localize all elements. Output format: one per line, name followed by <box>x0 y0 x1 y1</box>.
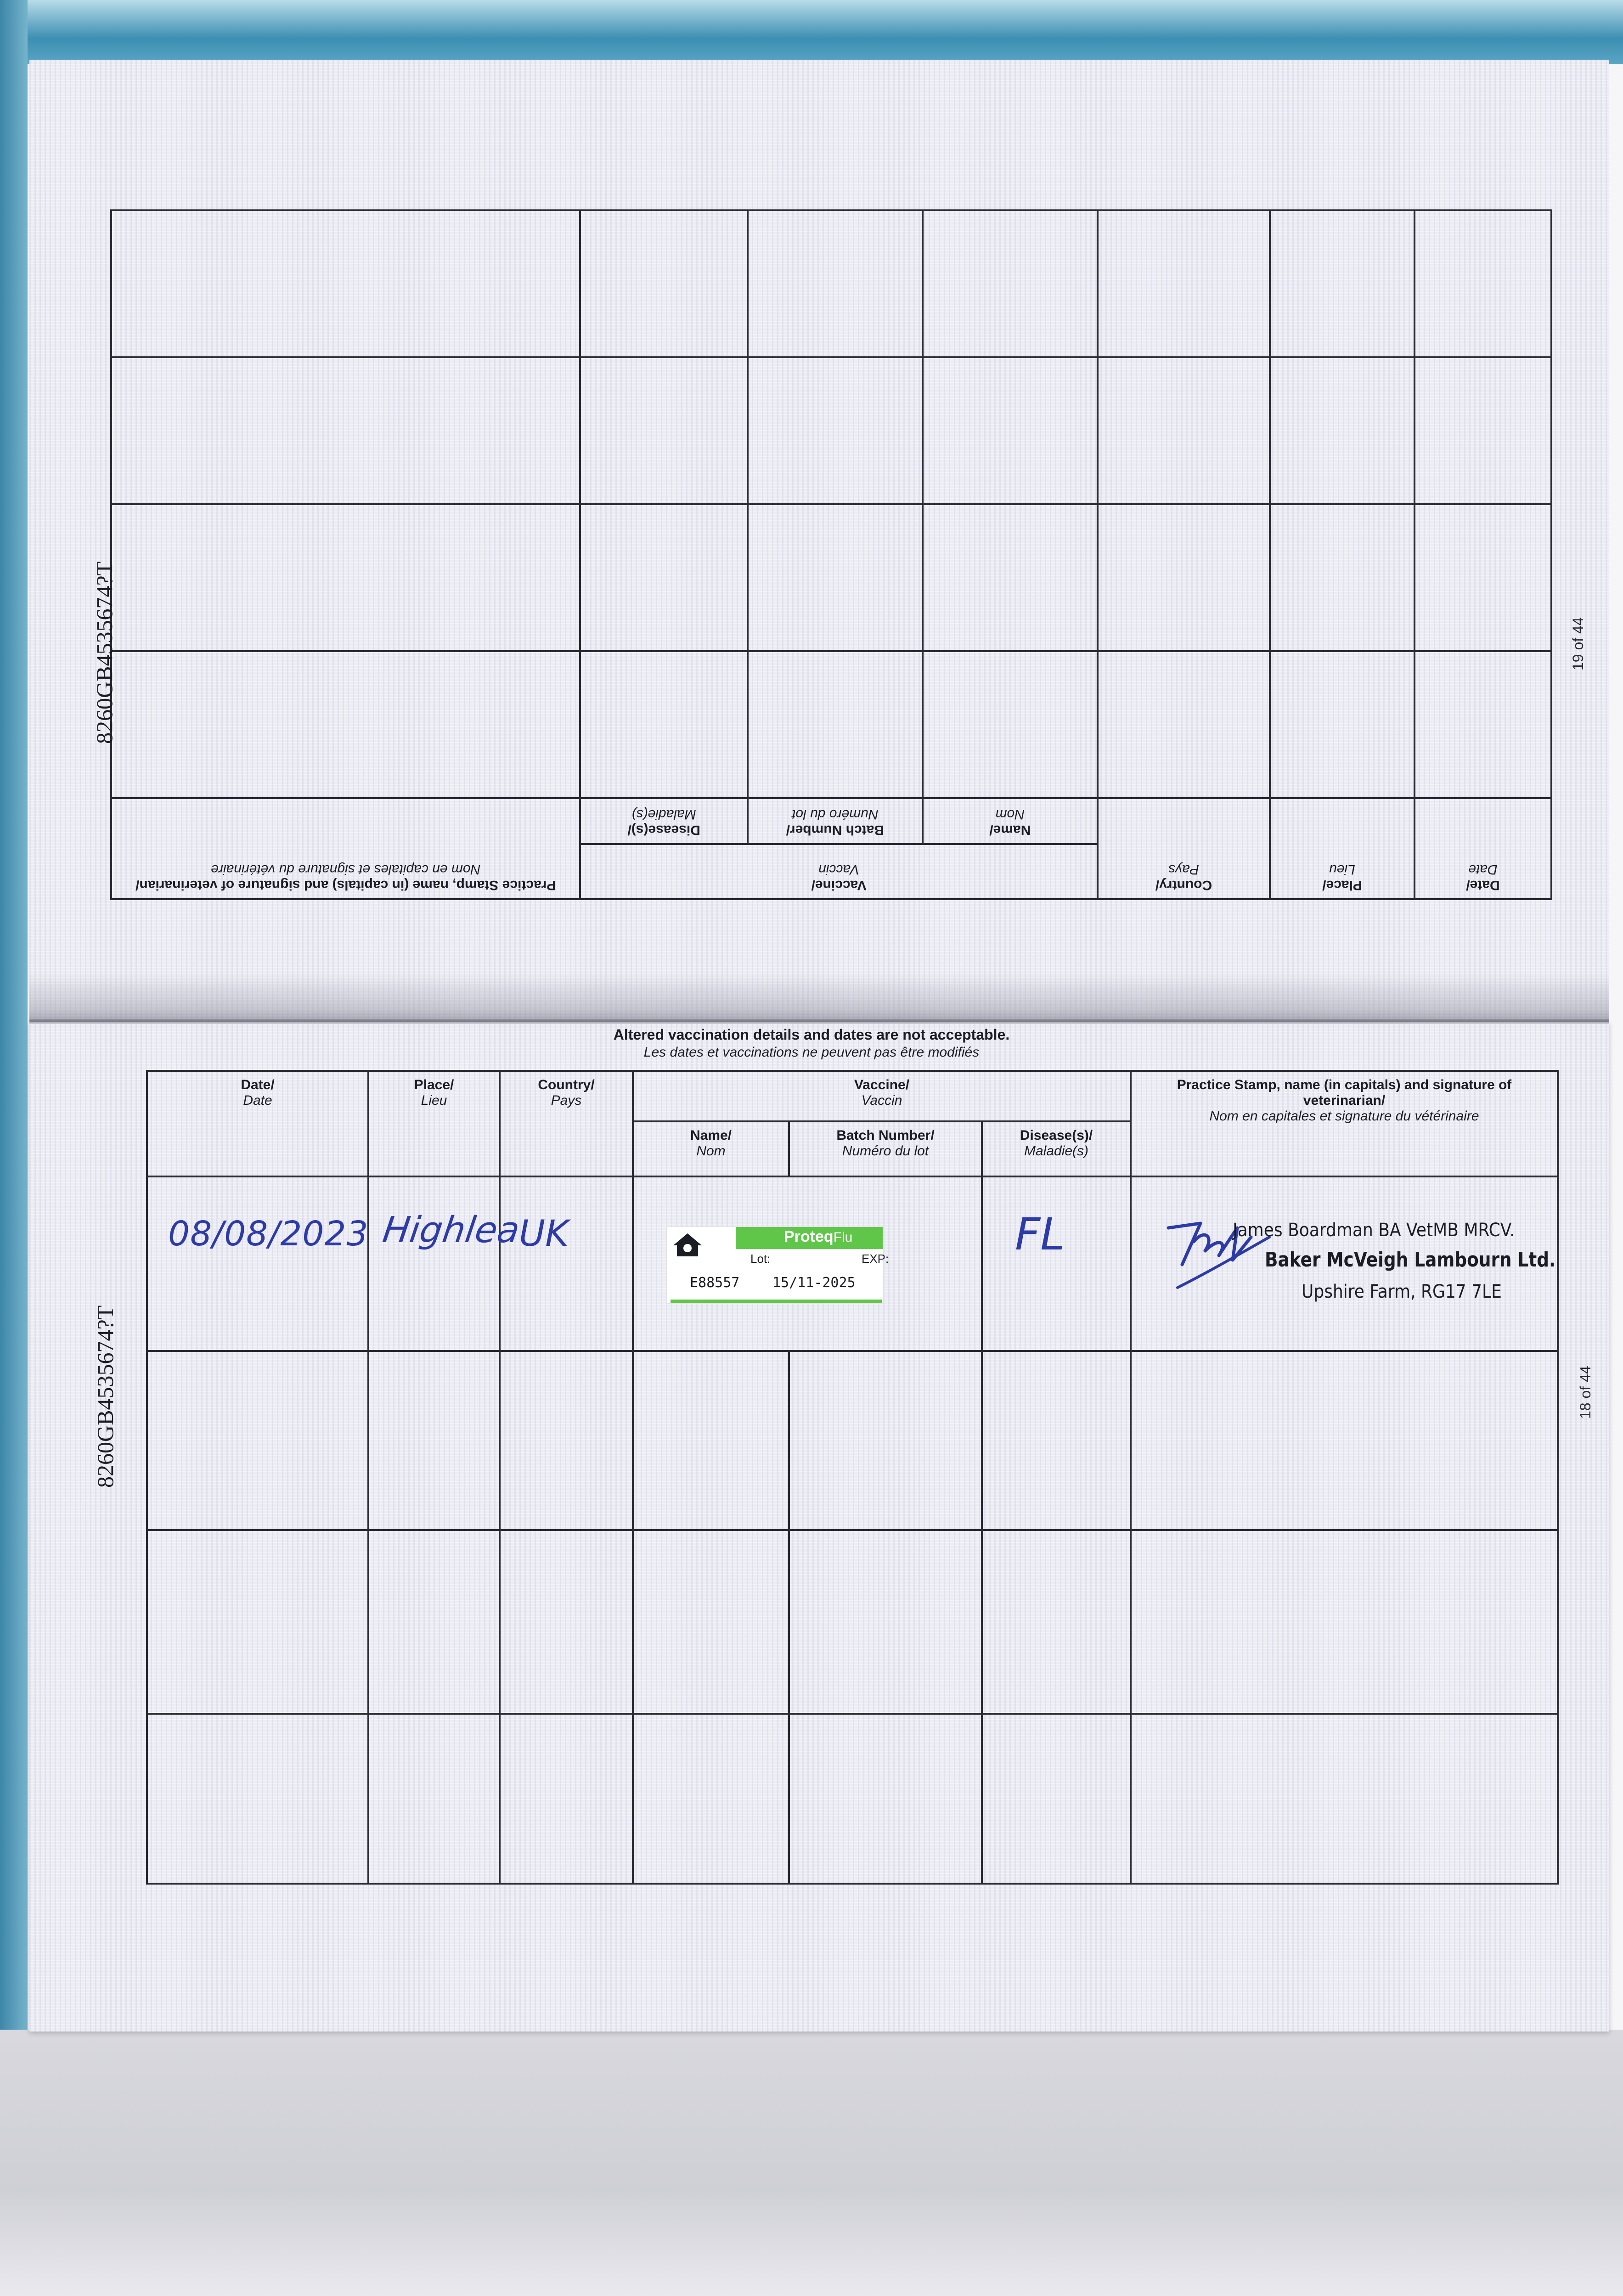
handwritten-place: Highlea <box>380 1210 523 1251</box>
passport-id-page-19: 8260GB4535674?T <box>91 561 117 744</box>
table-row <box>111 504 1551 651</box>
header-country: Country/ Pays <box>500 1071 633 1176</box>
vaccination-table-page-19 <box>110 209 1552 900</box>
header-country: Country/ Pays <box>1098 798 1270 899</box>
header-stamp: Practice Stamp, name (in capitals) and signature of veterinarian/ Nom en capitales et signature du vétérinaire <box>111 798 580 899</box>
mirrored-vaccination-table <box>110 78 1552 900</box>
sticker-exp-label: EXP: <box>862 1252 889 1266</box>
sticker-batch-number: E88557 <box>690 1275 740 1291</box>
sticker-accent-bar <box>671 1300 882 1303</box>
handwritten-country: UK <box>519 1213 569 1255</box>
table-row <box>147 1714 1558 1884</box>
header-place: Place/ Lieu <box>368 1071 500 1176</box>
table-row <box>111 210 1551 357</box>
vaccination-entry-row <box>147 1176 1558 1351</box>
handwritten-disease: FL <box>1015 1209 1065 1260</box>
header-disease: Disease(s)/ Maladie(s) <box>580 798 747 844</box>
sticker-expiry-date: 15/11-2025 <box>772 1275 856 1291</box>
header-date: Date/ Date <box>1414 798 1551 899</box>
header-name: Name/ Nom <box>633 1121 789 1176</box>
scanner-border-left <box>0 0 28 2034</box>
book-spine-shadow <box>29 974 1609 1024</box>
entry-stamp-cell <box>1131 1176 1558 1351</box>
sticker-brand-band <box>736 1227 883 1249</box>
entry-date-cell <box>147 1176 368 1351</box>
table-row <box>111 357 1551 504</box>
house-logo-icon <box>671 1231 704 1258</box>
entry-country-cell <box>500 1176 633 1351</box>
header-stamp: Practice Stamp, name (in capitals) and signature of veterinarian/ Nom en capitales et signature du vétérinaire <box>1131 1071 1558 1176</box>
scanner-background <box>0 2030 1623 2296</box>
sticker-lot-label: Lot: <box>750 1252 771 1266</box>
header-vaccine: Vaccine/ Vaccin <box>633 1071 1131 1121</box>
sticker-brand-name: Proteq <box>784 1228 834 1245</box>
header-disease: Disease(s)/ Maladie(s) <box>982 1121 1131 1176</box>
header-batch: Batch Number/ Numéro du lot <box>748 798 923 844</box>
passport-id-page-18: 8260GB4535674?T <box>92 1305 118 1488</box>
table-row <box>147 1351 1558 1530</box>
notice-english: Altered vaccination details and dates are not acceptable. <box>613 1026 1010 1043</box>
page-number-19: 19 of 44 <box>1570 617 1586 670</box>
vet-practice-stamp <box>1150 1210 1554 1329</box>
handwritten-date: 08/08/2023 <box>168 1214 369 1254</box>
header-place: Place/ Lieu <box>1270 798 1414 899</box>
sticker-brand-suffix: Flu <box>833 1230 853 1245</box>
table-row <box>111 651 1551 798</box>
stamp-vet-name: James Boardman BA VetMB MRCV. <box>1233 1220 1515 1241</box>
header-batch: Batch Number/ Numéro du lot <box>789 1121 982 1176</box>
header-vaccine: Vaccine/ Vaccin <box>580 844 1097 899</box>
table-row <box>147 1530 1558 1714</box>
stamp-practice-name: Baker McVeigh Lambourn Ltd. <box>1265 1248 1556 1272</box>
entry-place-cell <box>368 1176 523 1351</box>
vaccine-sticker <box>667 1227 889 1303</box>
vaccination-table-page-18 <box>146 1070 1559 1885</box>
page-number-18: 18 of 44 <box>1577 1366 1594 1419</box>
header-date: Date/ Date <box>147 1071 368 1176</box>
entry-vaccine-cell <box>633 1176 982 1351</box>
header-name: Name/ Nom <box>923 798 1098 844</box>
scanner-border-top <box>0 0 1623 64</box>
notice-french: Les dates et vaccinations ne peuvent pas être modifiés <box>643 1045 980 1060</box>
entry-disease-cell <box>982 1176 1131 1351</box>
stamp-practice-address: Upshire Farm, RG17 7LE <box>1302 1281 1502 1302</box>
